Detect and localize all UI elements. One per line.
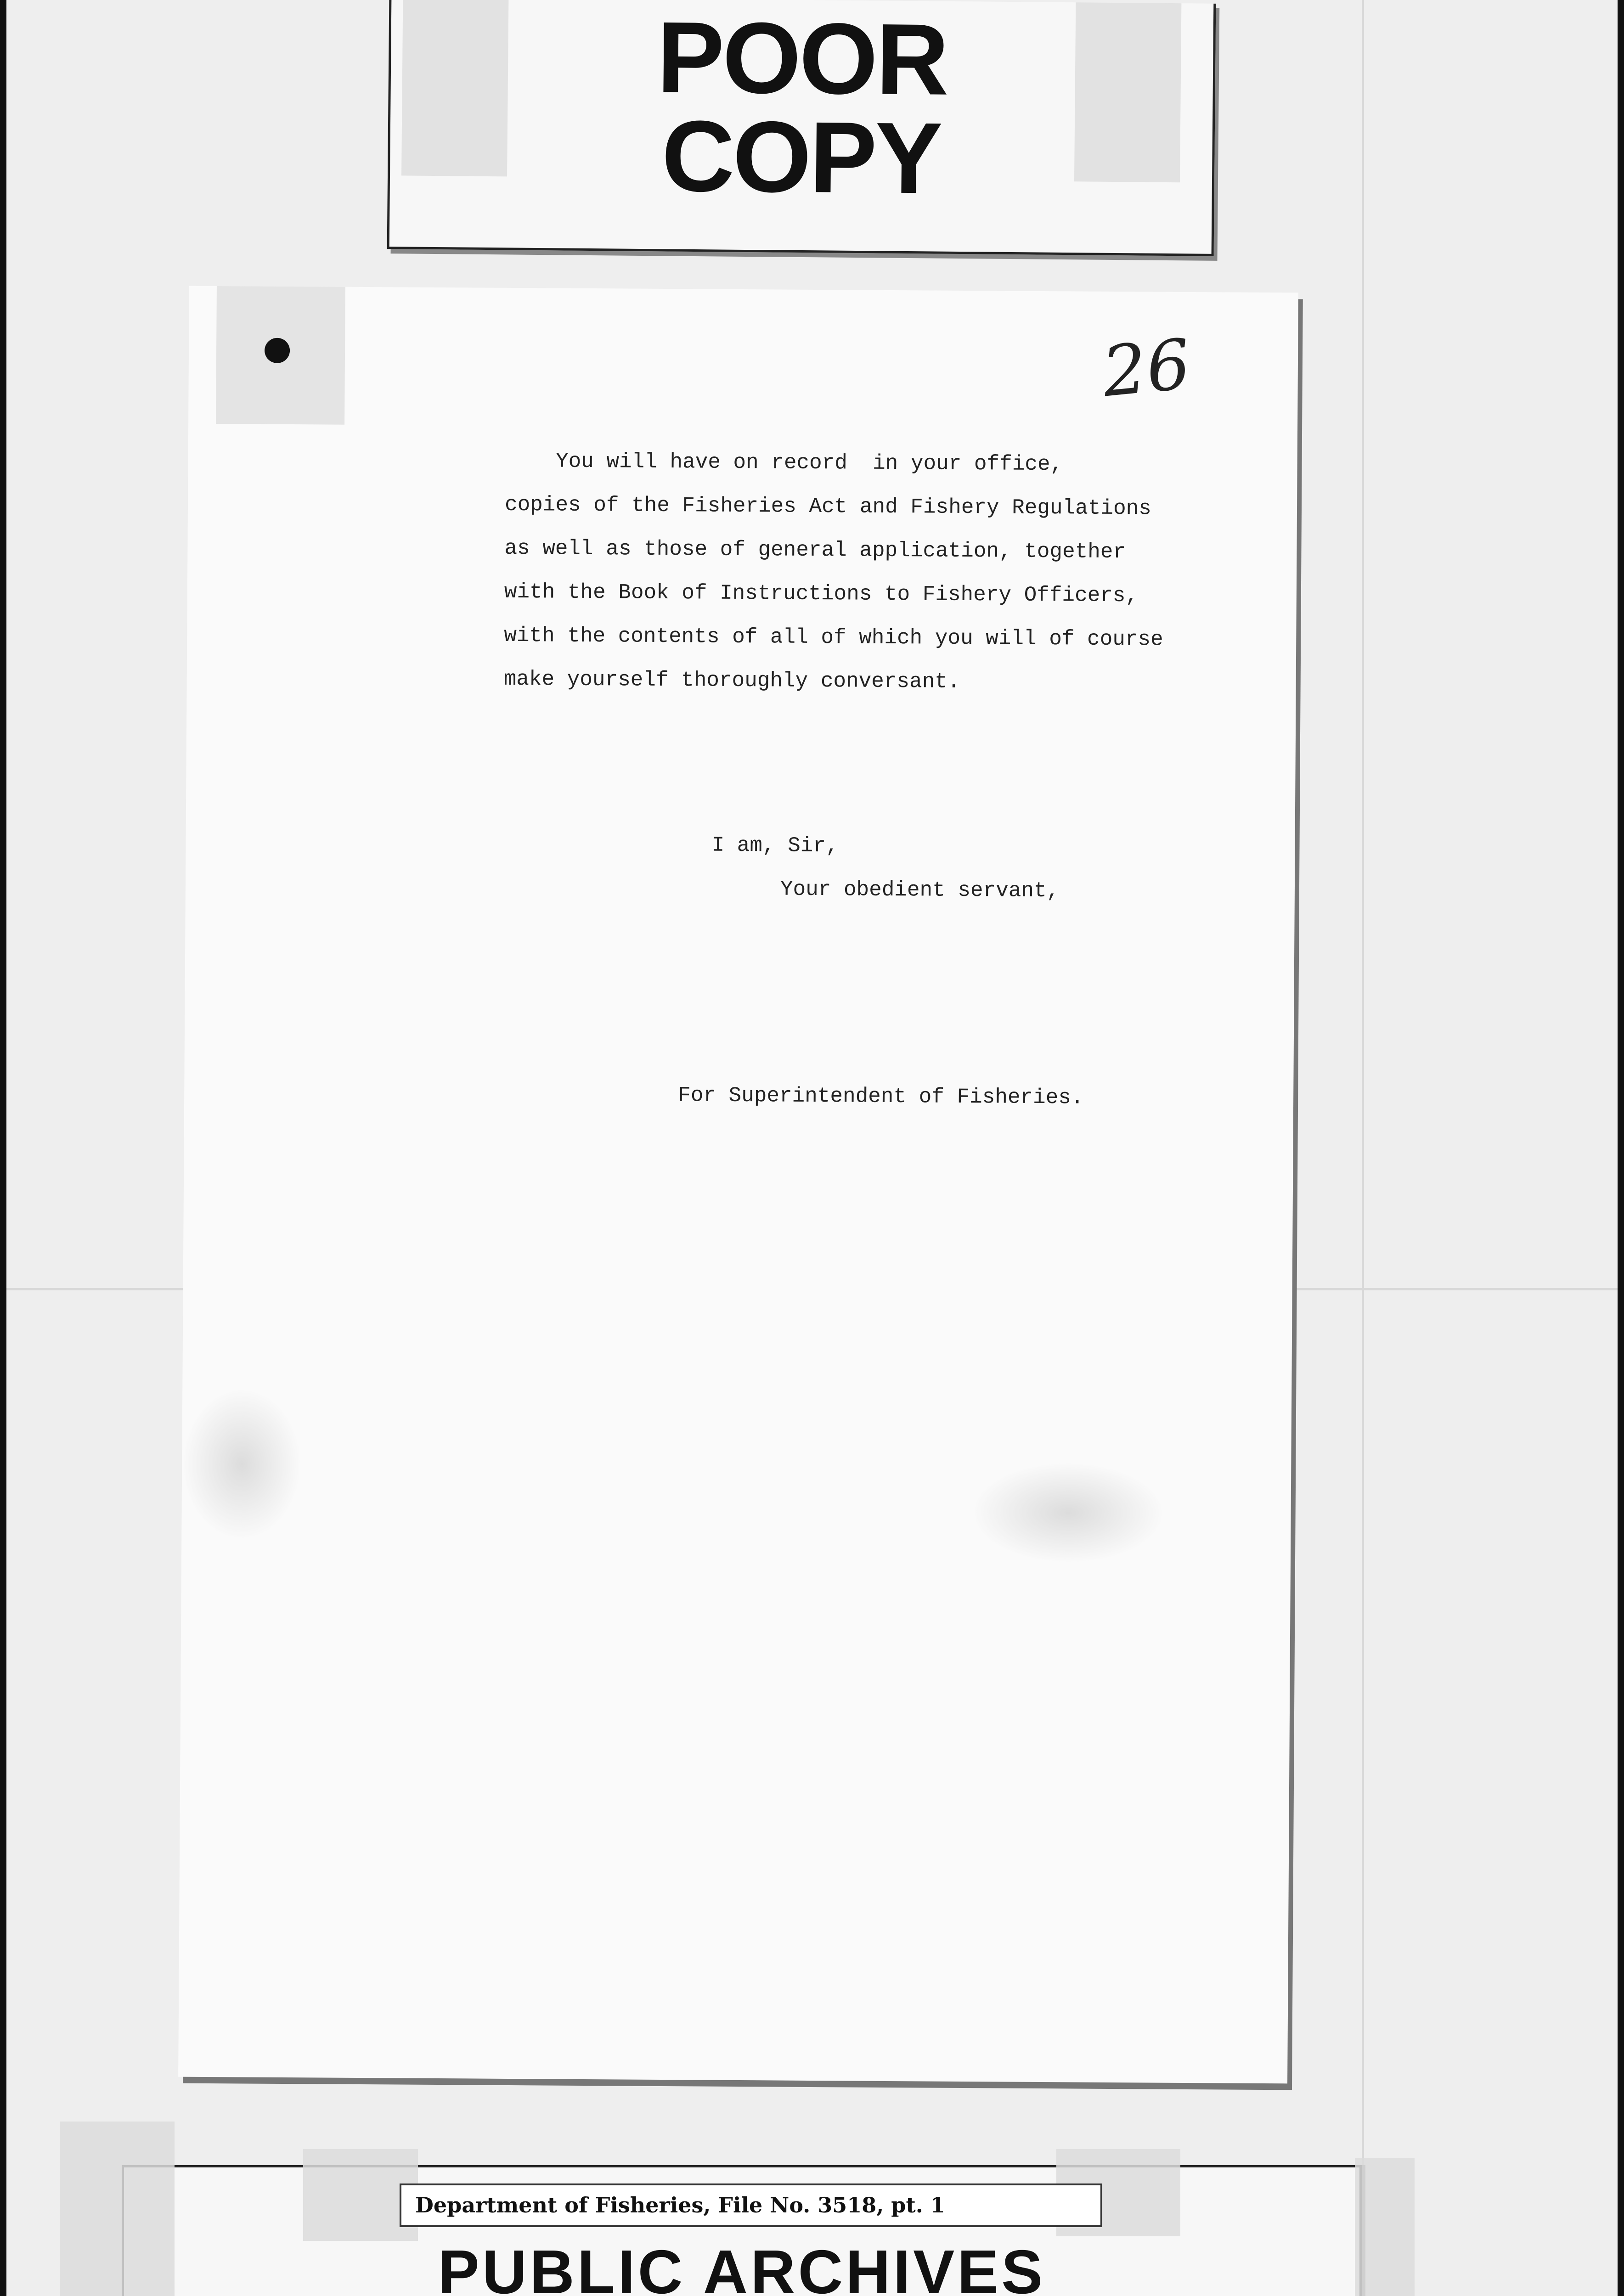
body-line: make yourself thoroughly conversant. — [503, 667, 960, 694]
punch-hole — [265, 338, 290, 363]
signature-line: For Superintendent of Fisheries. — [678, 1083, 1084, 1110]
poor-copy-label — [387, 0, 1216, 256]
tape-strip — [1355, 2158, 1415, 2296]
folio-number: 26 — [1099, 324, 1194, 413]
body-line: You will have on record in your office, — [505, 449, 1063, 477]
poor-copy-line-2: COPY — [661, 99, 942, 215]
valediction: Your obedient servant, — [780, 877, 1060, 903]
body-line: as well as those of general application, together — [504, 536, 1126, 564]
letter-body — [503, 439, 1240, 706]
body-line: copies of the Fisheries Act and Fishery Regulations — [504, 492, 1152, 521]
poor-copy-line-1: POOR — [656, 0, 948, 116]
file-reference: Department of Fisheries, File No. 3518, pt. 1 — [400, 2183, 1102, 2227]
salutation: I am, Sir, — [711, 833, 839, 858]
body-line: with the Book of Instructions to Fishery Officers, — [504, 580, 1139, 608]
archives-line-1: PUBLIC ARCHIVES — [438, 2237, 1046, 2296]
body-line: with the contents of all of which you will of course — [504, 623, 1163, 652]
archives-label — [122, 2165, 1362, 2296]
letter-page — [178, 286, 1298, 2084]
